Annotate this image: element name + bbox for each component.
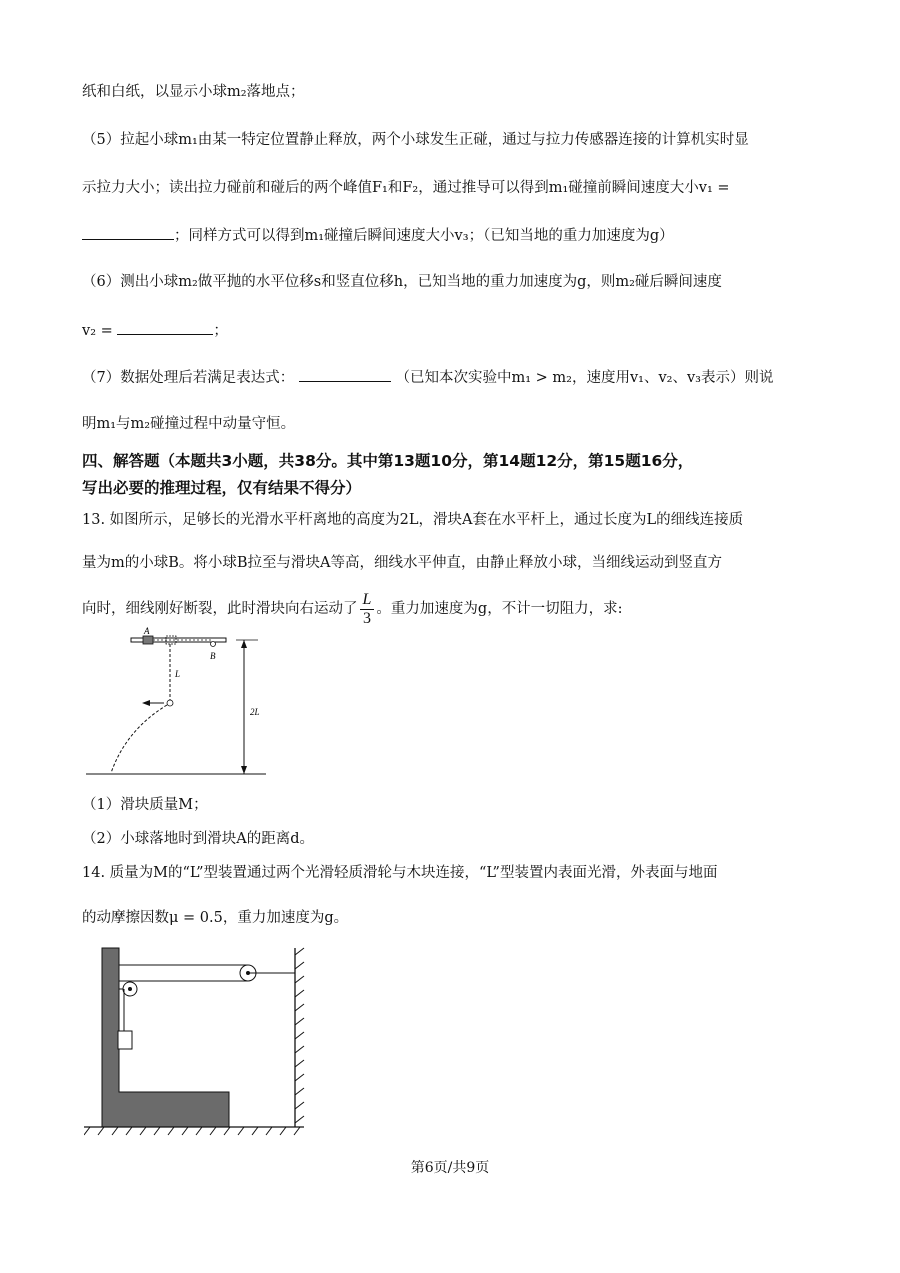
- fraction-L-over-3: $\frac{L}{3}$: [360, 591, 375, 628]
- text-line-3: 示拉力大小；读出拉力碰前和碰后的两个峰值F₁和F₂，通过推导可以得到m₁碰撞前瞬间速度大小v₁ =: [82, 180, 730, 196]
- text-line-7a: （7）数据处理后若满足表达式：: [82, 370, 295, 386]
- text-line-7b: （已知本次实验中m₁ > m₂，速度用v₁、v₂、v₃表示）则说: [395, 370, 774, 386]
- label-L: L: [175, 669, 181, 679]
- text-line-6-row: [82, 320, 228, 341]
- q13-sub-1: （1）滑块质量M；: [82, 797, 208, 813]
- q14-line-2: 的动摩擦因数μ = 0.5，重力加速度为g。: [82, 910, 349, 926]
- figure-13-diagram: [86, 625, 276, 785]
- q13-sub-2: （2）小球落地时到滑块A的距离d。: [82, 831, 314, 847]
- figure-14-diagram: [84, 945, 324, 1145]
- section-heading-2: 写出必要的推理过程，仅有结果不得分）: [82, 479, 362, 497]
- answer-blank-expression[interactable]: [299, 367, 391, 382]
- v2-label: v₂ =: [82, 323, 113, 339]
- text-line-4: ；同样方式可以得到m₁碰撞后瞬间速度大小v₃；（已知当地的重力加速度为g）: [174, 228, 674, 244]
- text-line-2: （5）拉起小球m₁由某一特定位置静止释放，两个小球发生正碰，通过与拉力传感器连接的计算机实时显: [82, 132, 749, 148]
- text-line-4-row: [82, 225, 674, 246]
- label-2L: 2L: [250, 707, 260, 717]
- answer-blank-v1[interactable]: [82, 225, 174, 240]
- q13-line-3b: 。重力加速度为g，不计一切阻力，求:: [376, 601, 623, 617]
- q14-line-1: 14. 质量为M的“L”型装置通过两个光滑轻质滑轮与木块连接，“L”型装置内表面光滑，外表面与地面: [82, 865, 718, 881]
- v2-semicolon: ；: [213, 323, 228, 339]
- q13-line-3a: 向时，细线刚好断裂，此时滑块向右运动了: [82, 601, 358, 617]
- text-line-1: 纸和白纸，以显示小球m₂落地点；: [82, 84, 305, 100]
- label-B: B: [210, 651, 216, 661]
- section-heading-1: 四、解答题（本题共3小题，共38分。其中第13题10分，第14题12分，第15题16分，: [82, 452, 694, 470]
- q13-line-3-row: [82, 590, 623, 628]
- q13-line-1: 13. 如图所示，足够长的光滑水平杆离地的高度为2L，滑块A套在水平杆上，通过长度为L的细线连接质: [82, 512, 744, 528]
- page-footer: 第6页/共9页: [410, 1160, 490, 1176]
- text-line-7-row: [82, 367, 773, 388]
- answer-blank-v2[interactable]: [117, 320, 213, 335]
- q13-line-2: 量为m的小球B。将小球B拉至与滑块A等高，细线水平伸直，由静止释放小球，当细线运动到竖直方: [82, 555, 723, 571]
- text-line-8: 明m₁与m₂碰撞过程中动量守恒。: [82, 416, 296, 432]
- label-A: A: [144, 626, 150, 636]
- text-line-5: （6）测出小球m₂做平抛的水平位移s和竖直位移h，已知当地的重力加速度为g，则m₂碰后瞬间速度: [82, 274, 722, 290]
